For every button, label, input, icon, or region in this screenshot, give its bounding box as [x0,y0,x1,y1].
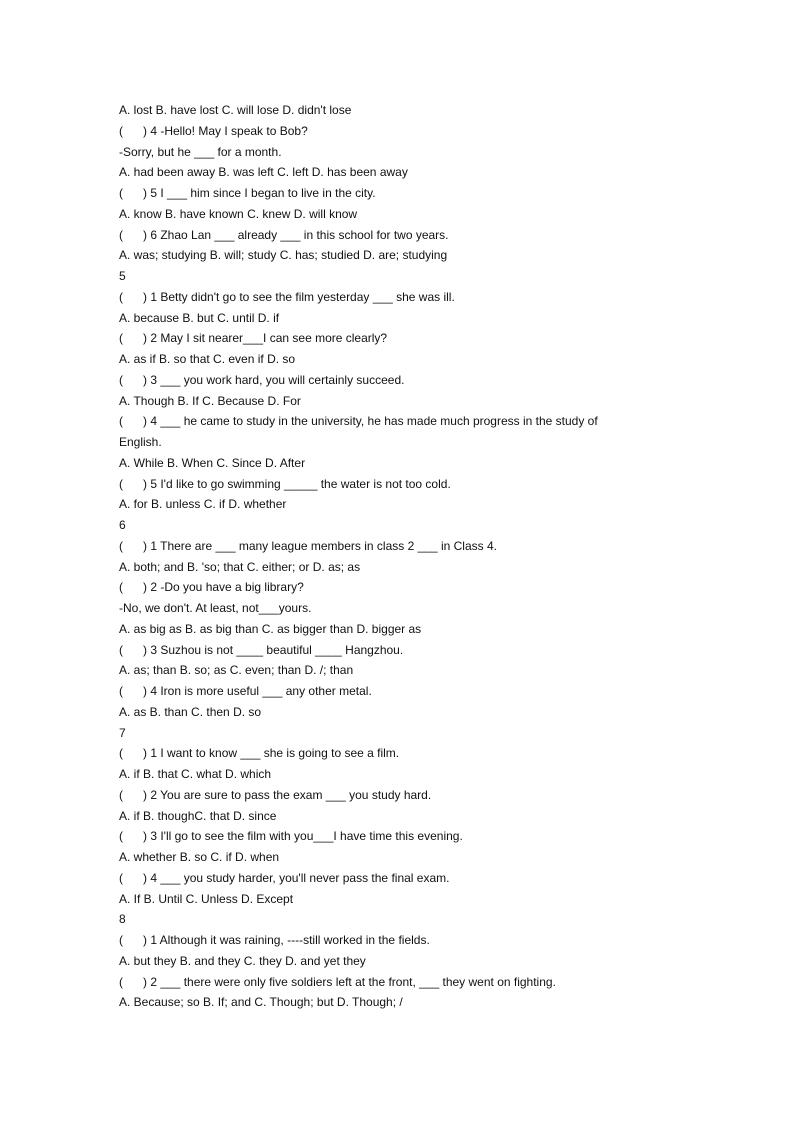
question-line: ( ) 1 Betty didn't go to see the film yesterday ___ she was ill. [119,289,455,304]
answer-options: A. for B. unless C. if D. whether [119,497,287,512]
question-line: ( ) 4 ___ you study harder, you'll never pass the final exam. [119,870,450,885]
answer-options: A. as if B. so that C. even if D. so [119,352,296,366]
answer-options: A. Though B. If C. Because D. For [119,393,301,408]
answer-options: A. While B. When C. Since D. After [119,455,306,470]
answer-options: A. Because; so B. If; and C. Though; but D. Though; / [119,995,403,1010]
question-line: ( ) 3 I'll go to see the film with you___I have time this evening. [119,829,463,844]
question-line: ( ) 3 Suzhou is not ____ beautiful ____ Hangzhou. [119,642,404,657]
question-line: ( ) 2 You are sure to pass the exam ___ you study hard. [119,787,432,802]
question-line: ( ) 3 ___ you work hard, you will certainly succeed. [119,372,405,387]
text-line: English. [119,435,162,449]
section-number: 6 [119,518,126,532]
question-line: ( ) 1 There are ___ many league members in class 2 ___ in Class 4. [119,538,497,553]
question-line: ( ) 2 -Do you have a big library? [119,580,304,595]
answer-options: A. whether B. so C. if D. when [119,850,280,864]
answer-options: A. both; and B. 'so; that C. either; or D. as; as [119,559,361,574]
text-line: -Sorry, but he ___ for a month. [119,144,282,159]
answer-options: A. had been away B. was left C. left D. has been away [119,165,408,180]
question-line: ( ) 6 Zhao Lan ___ already ___ in this school for two years. [119,227,449,242]
answer-options: A. know B. have known C. knew D. will know [119,206,358,221]
question-line: ( ) 2 May I sit nearer___I can see more clearly? [119,331,388,346]
answer-options: A. as B. than C. then D. so [119,704,262,719]
question-line: ( ) 4 Iron is more useful ___ any other metal. [119,684,372,698]
question-line: ( ) 2 ___ there were only five soldiers left at the front, ___ they went on fighting. [119,974,556,989]
question-line: ( ) 4 ___ he came to study in the university, he has made much progress in the study of [119,414,598,429]
answer-options: A. as big as B. as big than C. as bigger than D. bigger as [119,621,422,636]
question-line: ( ) 1 Although it was raining, ----still worked in the fields. [119,933,430,947]
question-line: ( ) 5 I ___ him since I began to live in the city. [119,186,376,200]
answer-options: A. lost B. have lost C. will lose D. didn't lose [119,103,352,117]
answer-options: A. if B. that C. what D. which [119,767,272,781]
answer-options: A. as; than B. so; as C. even; than D. /; than [119,663,354,678]
answer-options: A. If B. Until C. Unless D. Except [119,891,294,906]
question-line: ( ) 4 -Hello! May I speak to Bob? [119,123,308,138]
answer-options: A. because B. but C. until D. if [119,310,280,325]
question-line: ( ) 1 I want to know ___ she is going to see a film. [119,746,400,761]
text-line: -No, we don't. At least, not___yours. [119,601,312,615]
section-number: 5 [119,269,126,283]
answer-options: A. was; studying B. will; study C. has; studied D. are; studying [119,248,448,263]
document-body [119,100,679,1013]
answer-options: A. but they B. and they C. they D. and yet they [119,953,366,968]
answer-options: A. if B. thoughC. that D. since [119,808,277,823]
section-number: 8 [119,912,126,927]
section-number: 7 [119,725,126,740]
question-line: ( ) 5 I'd like to go swimming _____ the water is not too cold. [119,476,451,491]
